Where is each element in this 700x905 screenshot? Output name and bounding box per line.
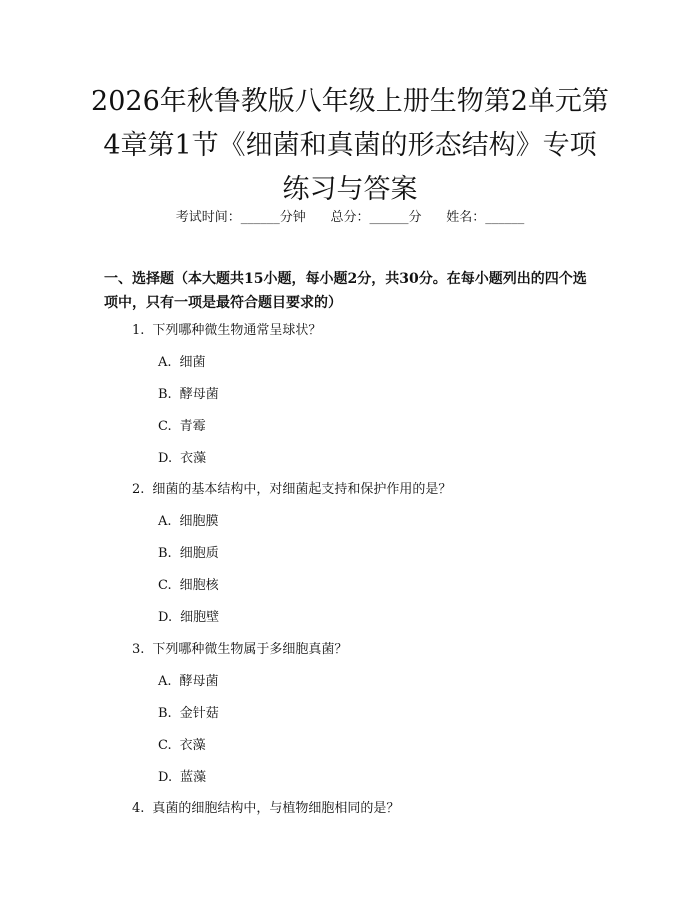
option-text: 细胞壁 <box>180 610 220 625</box>
option-letter: D. <box>158 770 173 785</box>
question-3 <box>132 638 347 657</box>
question-3-option-c <box>158 734 206 753</box>
option-text: 酵母菌 <box>179 387 219 402</box>
question-3-option-b <box>158 702 219 721</box>
question-2-option-b <box>158 542 219 561</box>
question-4 <box>132 797 399 816</box>
question-text: 下列哪种微生物属于多细胞真菌？ <box>152 642 348 657</box>
question-1-option-b <box>158 383 219 402</box>
question-text: 真菌的细胞结构中，与植物细胞相同的是？ <box>152 801 400 816</box>
option-text: 衣藻 <box>179 738 206 753</box>
title-line-3: 练习与答案 <box>282 174 418 205</box>
option-letter: C. <box>158 738 172 753</box>
section-heading <box>104 267 600 315</box>
option-letter: D. <box>158 451 173 466</box>
question-1-option-c <box>158 415 206 434</box>
option-letter: A. <box>158 355 172 370</box>
section-heading-line-1: 一、选择题（本大题共15小题，每小题2分，共30分。在每小题列出的四个选 <box>104 271 587 287</box>
option-letter: D. <box>158 610 173 625</box>
question-3-option-d <box>158 766 206 785</box>
option-letter: C. <box>158 578 172 593</box>
option-letter: B. <box>158 546 172 561</box>
question-text: 细菌的基本结构中，对细菌起支持和保护作用的是？ <box>152 482 452 497</box>
question-number: 3. <box>132 642 145 657</box>
exam-meta-line: 考试时间：______分钟 总分：______分 姓名：______ <box>175 210 525 225</box>
question-text: 下列哪种微生物通常呈球状？ <box>152 323 322 338</box>
question-1-option-d <box>158 447 206 466</box>
option-letter: B. <box>158 387 172 402</box>
question-2-option-c <box>158 574 219 593</box>
option-text: 细胞膜 <box>179 514 219 529</box>
option-text: 蓝藻 <box>180 770 207 785</box>
question-2-option-d <box>158 606 219 625</box>
question-2 <box>132 478 451 497</box>
option-text: 金针菇 <box>179 706 219 721</box>
option-letter: A. <box>158 514 172 529</box>
title-line-2: 4章第1节《细菌和真菌的形态结构》专项 <box>103 130 597 161</box>
question-1 <box>132 319 321 338</box>
option-text: 衣藻 <box>180 451 207 466</box>
document-title <box>90 80 610 212</box>
question-2-option-a <box>158 510 219 529</box>
option-letter: C. <box>158 419 172 434</box>
section-heading-line-2: 项中，只有一项是最符合题目要求的） <box>104 295 342 311</box>
option-letter: A. <box>158 674 172 689</box>
option-text: 青霉 <box>179 419 206 434</box>
option-letter: B. <box>158 706 172 721</box>
question-number: 2. <box>132 482 145 497</box>
question-3-option-a <box>158 670 219 689</box>
question-number: 4. <box>132 801 145 816</box>
option-text: 细胞质 <box>179 546 219 561</box>
question-number: 1. <box>132 323 145 338</box>
option-text: 酵母菌 <box>179 674 219 689</box>
question-1-option-a <box>158 351 206 370</box>
title-line-1: 2026年秋鲁教版八年级上册生物第2单元第 <box>91 86 609 117</box>
option-text: 细菌 <box>179 355 206 370</box>
option-text: 细胞核 <box>179 578 219 593</box>
